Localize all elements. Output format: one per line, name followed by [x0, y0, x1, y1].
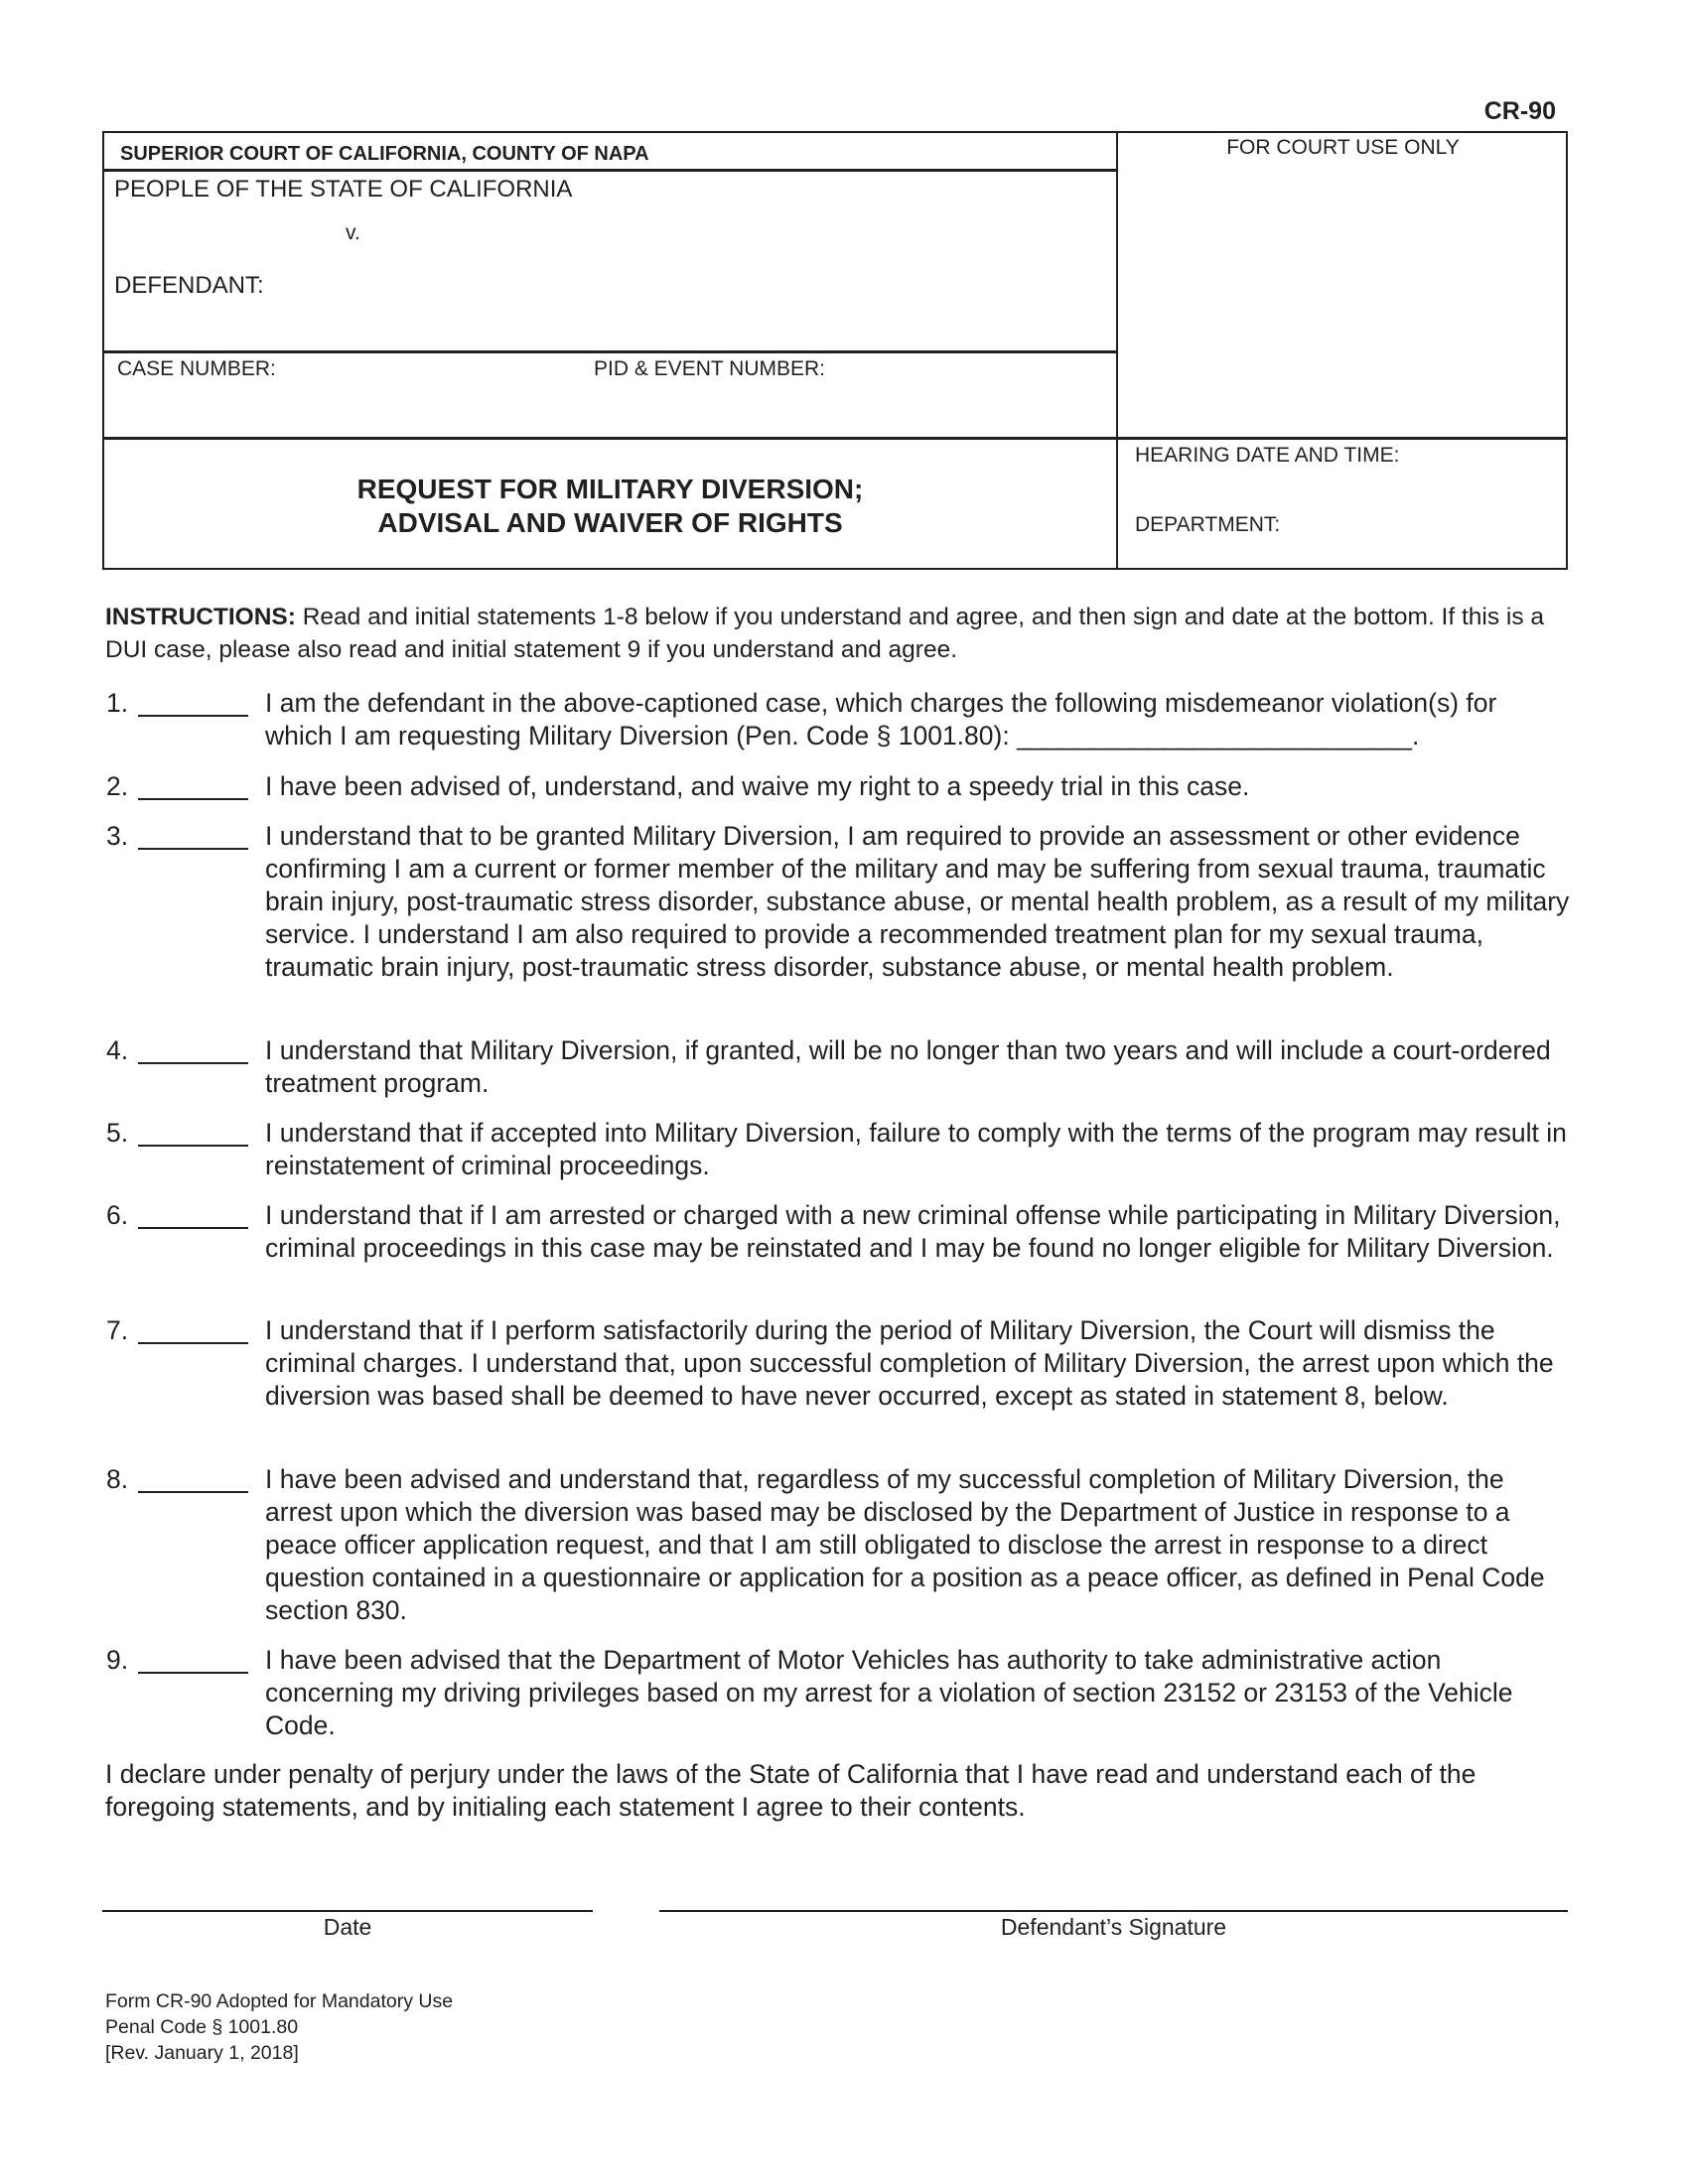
footer-line: Form CR-90 Adopted for Mandatory Use: [105, 1990, 454, 2012]
statement-number: 7.: [106, 1315, 129, 1345]
statement-number: 3.: [106, 821, 129, 851]
initials-field[interactable]: [138, 1491, 248, 1493]
hearing-date-field[interactable]: HEARING DATE AND TIME:: [1135, 444, 1400, 467]
divider: [104, 437, 1566, 440]
statement-2: [106, 770, 1571, 803]
initials-field[interactable]: [138, 715, 248, 717]
initials-field[interactable]: [138, 1227, 248, 1229]
date-field[interactable]: [102, 1910, 593, 1912]
department-field[interactable]: DEPARTMENT:: [1135, 513, 1281, 536]
statement-text: I have been advised of, understand, and waive my right to a speedy trial in this case.: [265, 771, 1250, 801]
declaration: I declare under penalty of perjury under the laws of the State of California that I have read and understand each of the foregoing statements, and by initialing each statement I agree to their contents.: [105, 1759, 1477, 1822]
form-title-line1: REQUEST FOR MILITARY DIVERSION;: [356, 474, 864, 504]
initials-field[interactable]: [138, 1145, 248, 1147]
statement-8: [106, 1463, 1571, 1627]
initials-field[interactable]: [138, 848, 248, 850]
caption-divider: [1116, 133, 1118, 568]
case-number-field[interactable]: CASE NUMBER:: [117, 357, 276, 380]
statement-text: I have been advised and understand that, regardless of my successful completion of Military Diversion, the arrest upon which the diversion was based may be disclosed by the Department of Justice in response to a peace officer application request, and that I am still obligated to disclose the arrest in response to a direct question contained in a questionnaire or application for a position as a peace officer, as defined in Penal Code section 830.: [265, 1464, 1545, 1625]
statement-text: I understand that if I perform satisfactorily during the period of Military Diversion, the Court will dismiss the criminal charges. I understand that, upon successful completion of Military Diversion, the arrest upon which the diversion was based shall be deemed to have never occurred, except as stated in statement 8, below.: [265, 1315, 1554, 1411]
form-footer: [105, 1988, 453, 2066]
signature-field[interactable]: [659, 1910, 1568, 1912]
instructions: [105, 601, 1565, 666]
versus-label: v.: [346, 221, 360, 244]
signature-label: Defendant’s Signature: [1000, 1914, 1227, 1940]
divider: [104, 350, 1116, 353]
statement-number: 6.: [106, 1200, 129, 1230]
footer-line: Penal Code § 1001.80: [105, 2016, 299, 2038]
initials-field[interactable]: [138, 1342, 248, 1344]
pid-event-number-field[interactable]: PID & EVENT NUMBER:: [594, 357, 825, 380]
people-label: PEOPLE OF THE STATE OF CALIFORNIA: [114, 176, 573, 203]
initials-field[interactable]: [138, 798, 248, 800]
date-label: Date: [323, 1914, 372, 1940]
divider: [104, 169, 1116, 172]
statement-text: I am the defendant in the above-captioned case, which charges the following misdemeanor violation(s) for which I am requesting Military Diversion (Pen. Code § 1001.80): ___________________________.: [265, 688, 1497, 751]
statement-number: 8.: [106, 1464, 129, 1494]
statement-number: 1.: [106, 688, 129, 718]
statement-7: [106, 1314, 1571, 1413]
statement-number: 9.: [106, 1645, 129, 1675]
initials-field[interactable]: [138, 1672, 248, 1674]
footer-line: [Rev. January 1, 2018]: [105, 2042, 299, 2064]
form-title-line2: ADVISAL AND WAIVER OF RIGHTS: [377, 507, 843, 538]
caption-box: [102, 131, 1568, 570]
initials-field[interactable]: [138, 1062, 248, 1064]
instructions-text: Read and initial statements 1-8 below if you understand and agree, and then sign and date at the bottom. If this is a DUI case, please also read and initial statement 9 if you understand and agree.: [105, 604, 1545, 663]
statement-number: 2.: [106, 771, 129, 801]
defendant-field[interactable]: DEFENDANT:: [114, 272, 264, 299]
statement-4: [106, 1034, 1571, 1100]
statement-text: I understand that if accepted into Military Diversion, failure to comply with the terms of the program may result in reinstatement of criminal proceedings.: [265, 1118, 1567, 1180]
statement-3: [106, 820, 1571, 984]
statement-5: [106, 1117, 1571, 1182]
statement-number: 5.: [106, 1118, 129, 1148]
statement-text: I understand that Military Diversion, if granted, will be no longer than two years and will include a court-ordered treatment program.: [265, 1035, 1551, 1098]
statement-text: I have been advised that the Department of Motor Vehicles has authority to take administrative action concerning my driving privileges based on my arrest for a violation of section 23152 or 23153 of the Vehicle Code.: [265, 1645, 1513, 1740]
statement-6: [106, 1199, 1571, 1265]
form-number: CR-90: [1483, 97, 1556, 125]
statement-text: I understand that to be granted Military Diversion, I am required to provide an assessment or other evidence confirming I am a current or former member of the military and may be suffering from sexual trauma, traumatic brain injury, post-traumatic stress disorder, substance abuse, or mental health problem, as a result of my military service. I understand I am also required to provide a recommended treatment plan for my sexual trauma, traumatic brain injury, post-traumatic stress disorder, substance abuse, or mental health problem.: [265, 821, 1570, 982]
statement-text: I understand that if I am arrested or charged with a new criminal offense while participating in Military Diversion, criminal proceedings in this case may be reinstated and I may be found no longer eligible for Military Diversion.: [265, 1200, 1561, 1263]
statement-1: [106, 687, 1571, 752]
instructions-label: INSTRUCTIONS:: [105, 604, 296, 630]
court-use-only-label: FOR COURT USE ONLY: [1226, 136, 1460, 159]
statement-9: [106, 1644, 1571, 1742]
court-name: SUPERIOR COURT OF CALIFORNIA, COUNTY OF NAPA: [120, 143, 649, 165]
statement-number: 4.: [106, 1035, 129, 1065]
